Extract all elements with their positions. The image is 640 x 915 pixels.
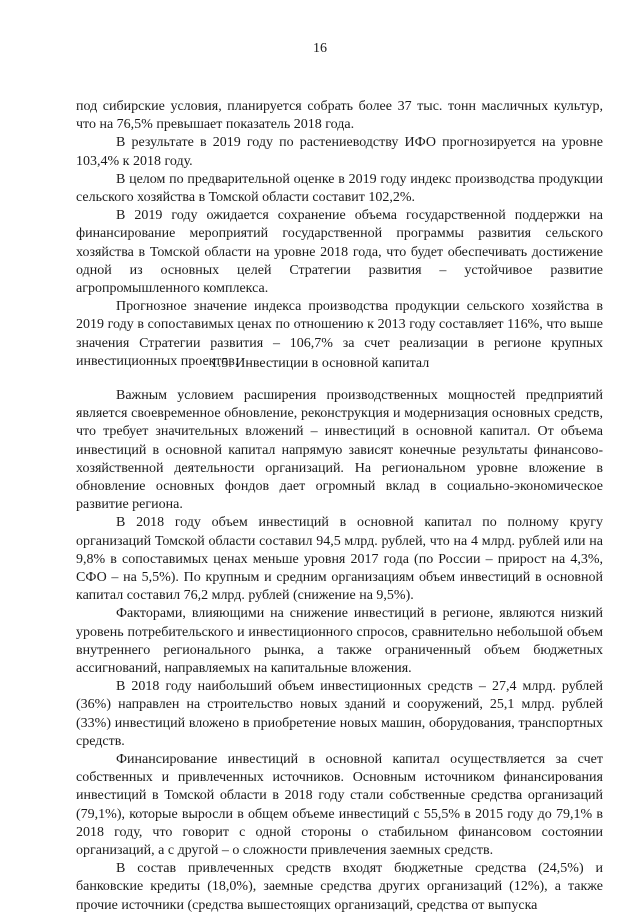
paragraph-financing-sources: Финансирование инвестиций в основной капитал осуществляется за счет собственных и привлеченных источников. Основным источником финансирования инвестиций в Томской области в 2018 году стали собственные средства организаций (79,1%), которые выросли в общем объеме инвестиций с 55,5% в 2015 году до 79,1% в 2018 году, что говорит с одной стороны о стабильном финансовом состоянии организаций, а с другой – о сложности привлечения заемных средств.	[76, 752, 603, 859]
paragraph-investment-structure: В 2018 году наибольший объем инвестиционных средств – 27,4 млрд. рублей (36%) направлен на строительство новых зданий и сооружений, 25,1 млрд. рублей (33%) инвестиций вложено в приобретение новых машин, оборудования, транспортных средств.	[76, 679, 603, 749]
paragraph-investment-volume: В 2018 году объем инвестиций в основной капитал по полному кругу организаций Томской области составил 94,5 млрд. рублей, что на 4 млрд. рублей или на 9,8% в сопоставимых ценах меньше уровня 2017 года (по России – прирост на 4,3%, СФО – на 5,5%). По крупным и средним организациям объем инвестиций в основной капитал составил 76,2 млрд. рублей (снижение на 9,5%).	[76, 515, 603, 604]
paragraph-investment-importance: Важным условием расширения производственных мощностей предприятий является своевременное обновление, реконструкция и модернизация основных средств, что требует значительных вложений – инвестиций в основной капитал. От объема инвестиций в основной капитал напрямую зависят конечные результаты финансово-хозяйственной деятельности организаций. На региональном уровне вложение в обновление основных фондов дает огромный вклад в социально-экономическое развитие региона.	[76, 388, 603, 513]
paragraph-borrowed-funds: В состав привлеченных средств входят бюджетные средства (24,5%) и банковские кредиты (18,0%), заемные средства других организаций (12%), а также прочие источники (средства вышестоящих организаций, средства от выпуска	[76, 861, 603, 913]
section-heading: 1.5. Инвестиции в основной капитал	[210, 356, 430, 371]
paragraph-continuation: под сибирские условия, планируется собрать более 37 тыс. тонн масличных культур, что на 76,5% превышает показатель 2018 года.	[76, 99, 603, 133]
paragraph-production-index: В целом по предварительной оценке в 2019 году индекс производства продукции сельского хозяйства в Томской области составит 102,2%.	[76, 171, 603, 206]
page-number: 16	[313, 41, 327, 56]
investment-text-block	[76, 387, 603, 915]
intro-text-block	[76, 98, 603, 371]
paragraph-decline-factors: Факторами, влияющими на снижение инвестиций в регионе, являются низкий уровень потребительского и инвестиционного спросов, сравнительно небольшой объем внутреннего регионального рынка, а также ограниченный объем бюджетных ассигнований, направляемых на капитальные вложения.	[76, 606, 603, 677]
paragraph-crop-forecast: В результате в 2019 году по растениеводству ИФО прогнозируется на уровне 103,4% к 2018 году.	[76, 135, 603, 169]
paragraph-state-support: В 2019 году ожидается сохранение объема государственной поддержки на финансирование мероприятий государственной программы развития сельского хозяйства в Томской области на уровне 2018 года, что будет обеспечивать достижение одной из основных целей Стратегии развития – устойчивое развитие агропромышленного комплекса.	[76, 208, 603, 297]
paragraph-index-forecast: Прогнозное значение индекса производства продукции сельского хозяйства в 2019 году в сопоставимых ценах по отношению к 2013 году составляет 116%, что выше значения Стратегии развития – 106,7% за счет реализации в регионе крупных инвестиционных проектов.	[76, 299, 603, 369]
